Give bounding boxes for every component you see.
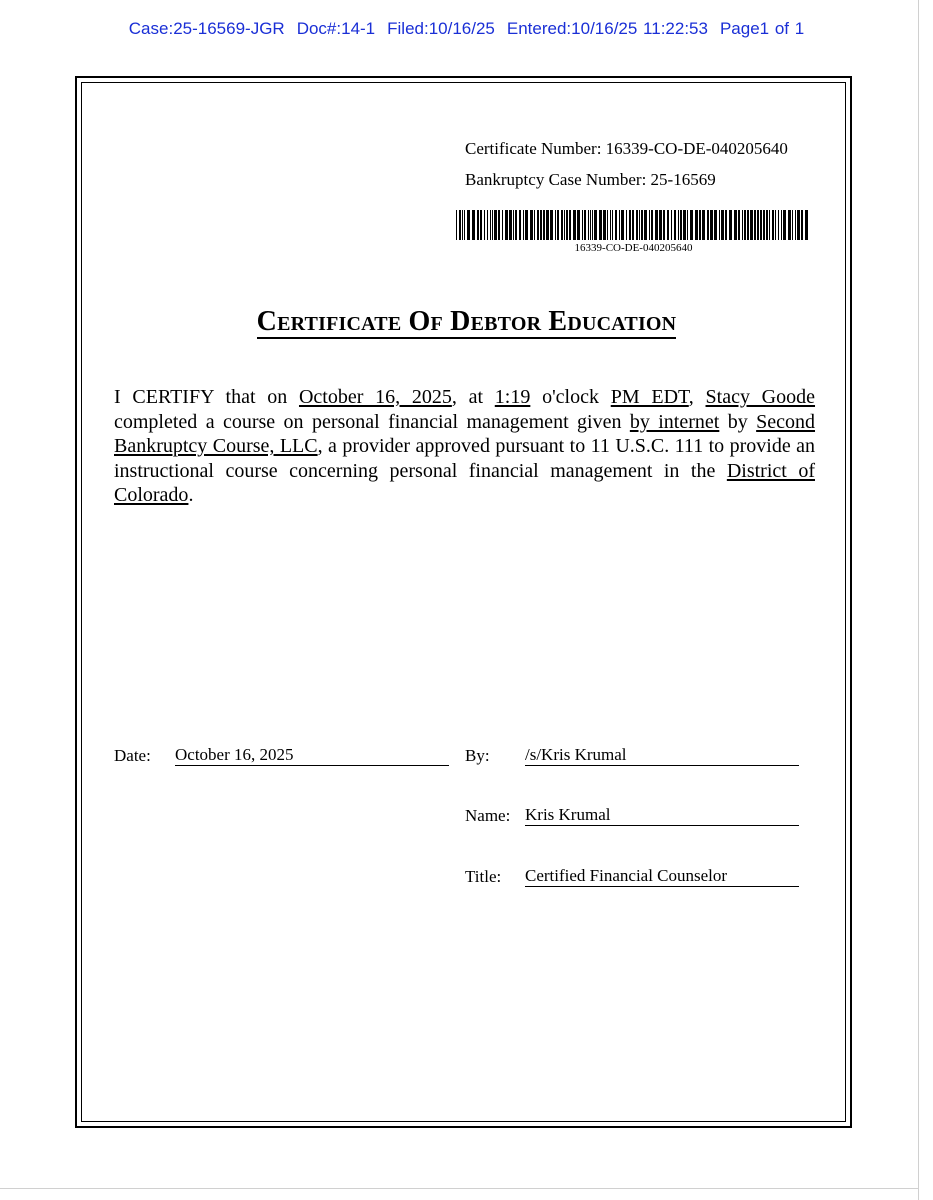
barcode-bar <box>537 210 539 240</box>
barcode-bar <box>456 210 457 240</box>
text-segment: by <box>719 410 757 433</box>
signer-name-field: Kris Krumal <box>525 806 799 826</box>
signer-title-field: Certified Financial Counselor <box>525 867 799 887</box>
barcode-bar <box>744 210 746 240</box>
barcode-bar <box>714 210 717 240</box>
bankruptcy-case-number: Bankruptcy Case Number: 25-16569 <box>465 170 716 189</box>
course-time: 1:19 <box>494 386 531 408</box>
barcode-bar <box>792 210 793 240</box>
barcode-bar <box>530 210 533 240</box>
entered-date: Entered:10/16/25 11:22:53 <box>506 19 708 38</box>
barcode-bar <box>699 210 701 240</box>
barcode-bar <box>734 210 737 240</box>
text-segment: completed a course on personal financial management given <box>114 410 630 433</box>
barcode-bar <box>534 210 535 240</box>
document-title-text: Certificate Of Debtor Education <box>256 306 677 337</box>
barcode-bar <box>655 210 658 240</box>
barcode-bar <box>639 210 640 240</box>
barcode-bar <box>663 210 665 240</box>
text-segment: , a provider approved pursuant to 11 U.S.C. 111 to provide an instructional course concerning personal financial management in the <box>114 435 816 482</box>
barcode-bar <box>477 210 479 240</box>
time-zone: PM EDT <box>610 386 689 408</box>
barcode-bar <box>636 210 638 240</box>
barcode-bar <box>619 210 620 240</box>
barcode-bar <box>781 210 782 240</box>
barcode-bar <box>519 210 521 240</box>
barcode-bar <box>671 210 672 240</box>
barcode-bar <box>707 210 709 240</box>
barcode-bar <box>612 210 613 240</box>
barcode-bar <box>797 210 800 240</box>
barcode-bar <box>599 210 602 240</box>
barcode-bar <box>766 210 768 240</box>
barcode-bar <box>555 210 556 240</box>
signature-date-field: October 16, 2025 <box>175 746 449 766</box>
name-label: Name: <box>465 806 511 825</box>
barcode-bar <box>674 210 676 240</box>
barcode-bar <box>492 210 493 240</box>
barcode-bar <box>702 210 705 240</box>
barcode-bar <box>590 210 591 240</box>
barcode-bar <box>710 210 713 240</box>
barcode-bar <box>659 210 662 240</box>
barcode-bar <box>584 210 586 240</box>
by-label: By: <box>465 746 490 765</box>
text-segment: I CERTIFY that on <box>114 386 299 408</box>
barcode-bar <box>621 210 624 240</box>
barcode-bar <box>644 210 647 240</box>
signature-by-field: /s/Kris Krumal <box>525 746 799 766</box>
barcode-bar <box>498 210 500 240</box>
barcode-bar <box>540 210 542 240</box>
barcode-bar <box>757 210 759 240</box>
barcode-bar <box>459 210 461 240</box>
barcode-bar <box>747 210 749 240</box>
barcode-bar <box>775 210 776 240</box>
provider-name: Second Bankruptcy Course, LLC <box>114 410 816 457</box>
barcode-bar <box>772 210 774 240</box>
barcode-bar <box>569 210 571 240</box>
title-label: Title: <box>465 867 502 886</box>
barcode-bar <box>494 210 497 240</box>
barcode-bar <box>472 210 475 240</box>
barcode-bar <box>577 210 580 240</box>
barcode-bar <box>778 210 779 240</box>
barcode-bar <box>573 210 576 240</box>
document-title <box>0 306 933 339</box>
barcode-bar <box>515 210 517 240</box>
barcode-bar <box>607 210 608 240</box>
barcode-bar <box>783 210 786 240</box>
page-edge <box>918 0 919 1200</box>
barcode-bar <box>490 210 491 240</box>
barcode-bar <box>641 210 643 240</box>
barcode-bar <box>683 210 686 240</box>
barcode-bar <box>610 210 611 240</box>
text-segment: . <box>188 484 194 506</box>
barcode-bar <box>690 210 693 240</box>
barcode-bar <box>632 210 634 240</box>
page-count: Page1 of 1 <box>719 19 805 38</box>
court-filing-header <box>0 19 933 39</box>
text-segment: , at <box>451 386 495 408</box>
certificate-number: Certificate Number: 16339-CO-DE-040205640 <box>465 139 788 158</box>
barcode-bar <box>525 210 528 240</box>
barcode-bar <box>680 210 682 240</box>
text-segment: , <box>688 386 706 408</box>
barcode-bar <box>719 210 720 240</box>
filed-date: Filed:10/16/25 <box>387 19 495 38</box>
barcode-bar <box>750 210 753 240</box>
barcode-caption: 16339-CO-DE-040205640 <box>574 242 693 254</box>
barcode-bar <box>801 210 803 240</box>
barcode-bar <box>725 210 727 240</box>
doc-number: Doc#:14-1 <box>296 19 376 38</box>
barcode-bar <box>462 210 463 240</box>
barcode-bar <box>729 210 732 240</box>
barcode-bar <box>487 210 488 240</box>
barcode-bar <box>626 210 627 240</box>
barcode-bar <box>760 210 762 240</box>
barcode-bar <box>615 210 617 240</box>
barcode-bar <box>464 210 465 240</box>
certification-paragraph <box>114 385 815 508</box>
barcode-bar <box>582 210 583 240</box>
barcode-icon <box>456 210 811 240</box>
barcode-bar <box>557 210 559 240</box>
barcode-bar <box>763 210 765 240</box>
barcode-bar <box>795 210 796 240</box>
barcode-bar <box>594 210 597 240</box>
barcode-bar <box>484 210 485 240</box>
barcode-bar <box>523 210 524 240</box>
debtor-name: Stacy Goode <box>705 386 816 408</box>
barcode-bar <box>513 210 514 240</box>
barcode-bar <box>667 210 669 240</box>
barcode-bar <box>561 210 563 240</box>
barcode-bar <box>467 210 470 240</box>
barcode-bar <box>695 210 698 240</box>
case-number: Case:25-16569-JGR <box>128 19 285 38</box>
barcode-bar <box>505 210 508 240</box>
barcode-bar <box>742 210 743 240</box>
barcode-bar <box>649 210 650 240</box>
barcode-bar <box>588 210 589 240</box>
barcode-bar <box>502 210 503 240</box>
barcode-bar <box>769 210 770 240</box>
barcode-bar <box>805 210 808 240</box>
barcode-bar <box>738 210 740 240</box>
barcode-bar <box>721 210 724 240</box>
barcode-bar <box>564 210 565 240</box>
date-label: Date: <box>114 746 151 765</box>
barcode-bar <box>678 210 679 240</box>
barcode-bar <box>566 210 568 240</box>
barcode-bar <box>480 210 482 240</box>
page-edge <box>0 1188 918 1189</box>
course-date: October 16, 2025 <box>298 386 452 408</box>
barcode-bar <box>687 210 688 240</box>
barcode-bar <box>651 210 653 240</box>
text-segment: o'clock <box>530 386 611 408</box>
barcode-bar <box>603 210 606 240</box>
barcode-bar <box>592 210 593 240</box>
delivery-method: by internet <box>629 410 720 433</box>
barcode-bar <box>509 210 512 240</box>
barcode-bar <box>788 210 791 240</box>
barcode-bar <box>754 210 756 240</box>
barcode-bar <box>550 210 553 240</box>
barcode-bar <box>629 210 631 240</box>
district-name: District of Colorado <box>114 459 815 506</box>
barcode-bar <box>543 210 545 240</box>
barcode-bar <box>546 210 549 240</box>
